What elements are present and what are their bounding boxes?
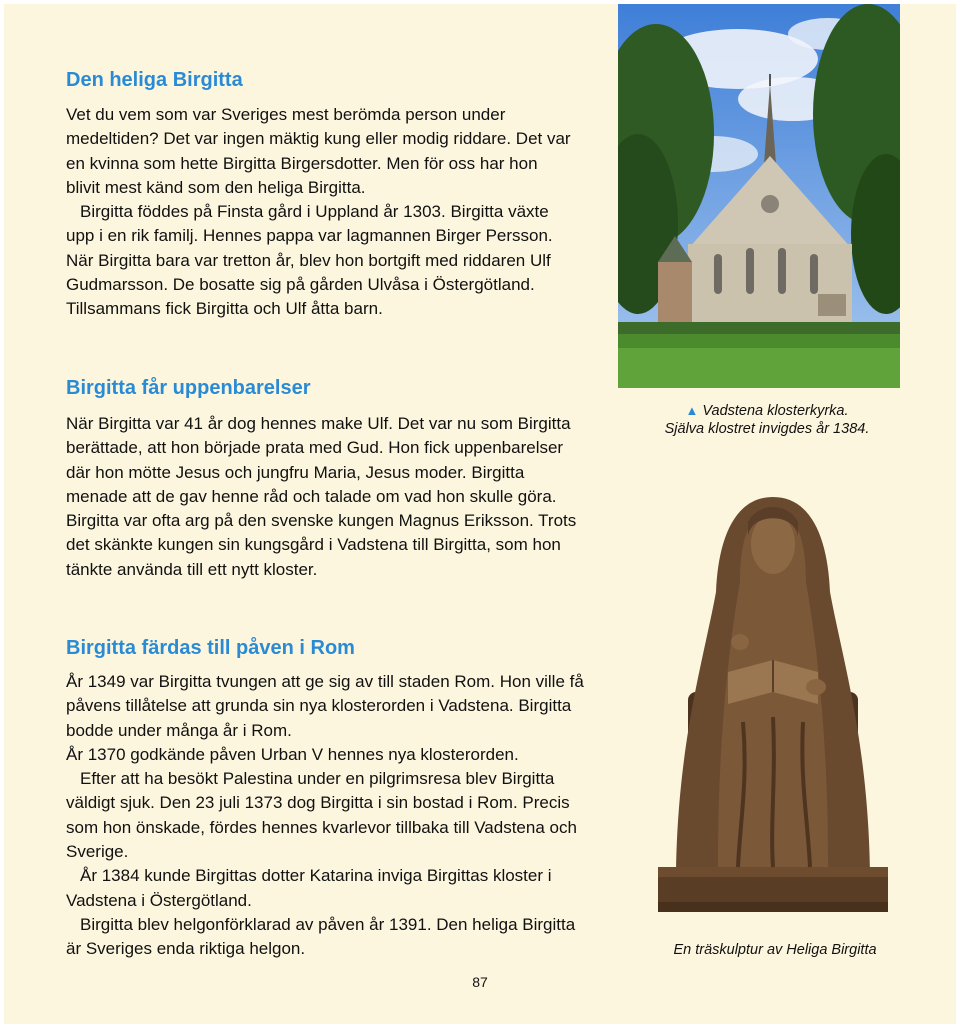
heading-den-heliga-birgitta: Den heliga Birgitta (66, 69, 243, 91)
page-number: 87 (472, 974, 488, 990)
paragraph: År 1370 godkände påven Urban V hennes nya klosterorden. (66, 744, 519, 764)
church-photo (618, 4, 900, 388)
church-illustration (618, 4, 900, 388)
heading-birgitta-fardas-till-paven: Birgitta färdas till påven i Rom (66, 637, 355, 659)
caption-line: Själva klostret invigdes år 1384. (664, 421, 870, 437)
section-3-body (66, 670, 588, 962)
sculpture-photo-caption: En träskulptur av Heliga Birgitta (673, 942, 877, 958)
paragraph: År 1384 kunde Birgittas dotter Katarina inviga Birgittas kloster i Vadstena i Östergötland. (66, 866, 552, 910)
paragraph: År 1349 var Birgitta tvungen att ge sig av till staden Rom. Hon ville få påvens tillåtelse att grunda sin nya klosterorden i Vadstena. Birgitta bodde under många år i Rom. (66, 672, 584, 740)
paragraph: Vet du vem som var Sveriges mest berömda person under medeltiden? Det var ingen mäktig kung eller modig riddare. Det var en kvinna som hette Birgitta Birgersdotter. Men för oss har hon blivit mest känd som den heliga Birgitta. (66, 105, 571, 197)
paragraph: Efter att ha besökt Palestina under en pilgrimsresa blev Birgitta väldigt sjuk. Den 23 juli 1373 dog Birgitta i sin bostad i Rom. Precis som hon önskade, fördes hennes kvarlevor tillbaka till Vadstena och Sverige. (66, 769, 577, 862)
sculpture-illustration (648, 482, 898, 932)
paragraph: Birgitta föddes på Finsta gård i Uppland år 1303. Birgitta växte upp i en rik familj. Hennes pappa var lagmannen Birger Persson. När Birgitta bara var tretton år, blev hon bortgift med riddaren Ulf Gudmarsson. De bosatte sig på gården Ulvåsa i Östergötland. Tillsammans fick Birgitta och Ulf åtta barn. (66, 202, 553, 319)
caption-line: Vadstena klosterkyrka. (702, 403, 849, 419)
heading-birgitta-far-uppenbarelser: Birgitta får uppenbarelser (66, 377, 311, 399)
sculpture-photo (648, 482, 898, 932)
page (4, 4, 956, 1024)
paragraph: När Birgitta var 41 år dog hennes make Ulf. Det var nu som Birgitta berättade, att hon började prata med Gud. Hon fick uppenbarelser där hon mötte Jesus och jungfru Maria, Jesus moder. Birgitta menade att de gav henne råd och talade om vad hon skulle göra. Birgitta var ofta arg på den svenske kungen Magnus Eriksson. Trots det skänkte kungen sin kungsgård i Vadstena till Birgitta, som hon tänkte använda till ett nytt kloster. (66, 414, 577, 579)
church-photo-caption (622, 402, 912, 438)
triangle-up-icon: ▲ (685, 403, 699, 418)
section-2-body (66, 412, 580, 582)
section-1-body (66, 103, 572, 322)
paragraph: Birgitta blev helgonförklarad av påven år 1391. Den heliga Birgitta är Sveriges enda riktiga helgon. (66, 914, 576, 959)
